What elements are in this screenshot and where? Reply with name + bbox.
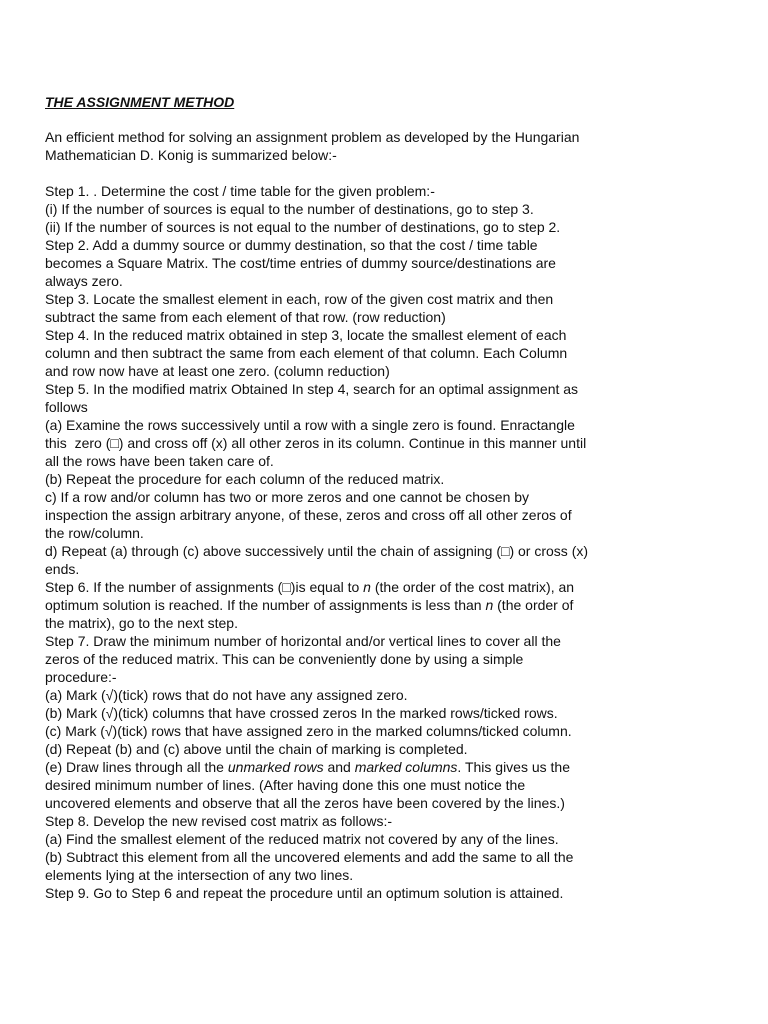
text-line: and row now have at least one zero. (column reduction) [45, 363, 390, 379]
italic-term: n [363, 579, 371, 595]
text-line: all the rows have been taken care of. [45, 453, 274, 469]
text-line: c) If a row and/or column has two or more zeros and one cannot be chosen by [45, 489, 530, 505]
text-line: Step 7. Draw the minimum number of horizontal and/or vertical lines to cover all the [45, 633, 561, 649]
text-line: inspection the assign arbitrary anyone, of these, zeros and cross off all other zeros of [45, 507, 572, 523]
text-line: Step 8. Develop the new revised cost matrix as follows:- [45, 813, 393, 829]
intro-paragraph [45, 128, 745, 164]
text-line: becomes a Square Matrix. The cost/time entries of dummy source/destinations are [45, 255, 556, 271]
text-line: always zero. [45, 273, 123, 289]
text-line: ends. [45, 561, 80, 577]
text-line: (a) Examine the rows successively until a row with a single zero is found. Enractangle [45, 417, 575, 433]
text-line: Step 1. . Determine the cost / time table for the given problem:- [45, 183, 435, 199]
text-line: (i) If the number of sources is equal to the number of destinations, go to step 3. [45, 201, 534, 217]
text-line: (e) Draw lines through all the unmarked rows and marked columns. This gives us the [45, 759, 570, 775]
text-line: subtract the same from each element of that row. (row reduction) [45, 309, 446, 325]
text-line: desired minimum number of lines. (After having done this one must notice the [45, 777, 526, 793]
text-line: Step 6. If the number of assignments (□)is equal to n (the order of the cost matrix), an [45, 579, 575, 595]
text-line: d) Repeat (a) through (c) above successively until the chain of assigning (□) or cross (x) [45, 543, 589, 559]
text-line: follows [45, 399, 88, 415]
text-line: Step 9. Go to Step 6 and repeat the procedure until an optimum solution is attained. [45, 885, 564, 901]
text-line: (a) Mark (√)(tick) rows that do not have any assigned zero. [45, 687, 408, 703]
text-line: the row/column. [45, 525, 144, 541]
document-page [45, 93, 745, 902]
text-line: procedure:- [45, 669, 117, 685]
text-line: uncovered elements and observe that all the zeros have been covered by the lines.) [45, 795, 565, 811]
text-line: optimum solution is reached. If the number of assignments is less than n (the order of [45, 597, 574, 613]
text-line: (b) Repeat the procedure for each column of the reduced matrix. [45, 471, 445, 487]
italic-term: unmarked rows [227, 759, 324, 775]
text-line: zeros of the reduced matrix. This can be conveniently done by using a simple [45, 651, 524, 667]
text-line: Step 4. In the reduced matrix obtained in step 3, locate the smallest element of each [45, 327, 567, 343]
text-line: (a) Find the smallest element of the reduced matrix not covered by any of the lines. [45, 831, 559, 847]
text-line: the matrix), go to the next step. [45, 615, 238, 631]
text-line: Step 2. Add a dummy source or dummy destination, so that the cost / time table [45, 237, 538, 253]
intro-line: Mathematician D. Konig is summarized below:- [45, 147, 337, 163]
text-line: elements lying at the intersection of any two lines. [45, 867, 354, 883]
document-title: THE ASSIGNMENT METHOD [45, 94, 235, 110]
italic-term: n [485, 597, 494, 613]
text-line: (ii) If the number of sources is not equal to the number of destinations, go to step 2. [45, 219, 561, 235]
text-line: (b) Subtract this element from all the uncovered elements and add the same to all the [45, 849, 574, 865]
text-line: (b) Mark (√)(tick) columns that have crossed zeros In the marked rows/ticked rows. [45, 705, 558, 721]
intro-line: An efficient method for solving an assignment problem as developed by the Hungarian [45, 129, 580, 145]
text-line: column and then subtract the same from each element of that column. Each Column [45, 345, 568, 361]
text-line: (c) Mark (√)(tick) rows that have assigned zero in the marked columns/ticked column. [45, 723, 572, 739]
text-line: this zero (□) and cross off (x) all other zeros in its column. Continue in this manner until [45, 435, 587, 451]
steps-body [45, 182, 745, 902]
text-line: (d) Repeat (b) and (c) above until the chain of marking is completed. [45, 741, 468, 757]
text-line: Step 3. Locate the smallest element in each, row of the given cost matrix and then [45, 291, 554, 307]
text-line: Step 5. In the modified matrix Obtained In step 4, search for an optimal assignment as [45, 381, 579, 397]
italic-term: marked columns [354, 759, 458, 775]
